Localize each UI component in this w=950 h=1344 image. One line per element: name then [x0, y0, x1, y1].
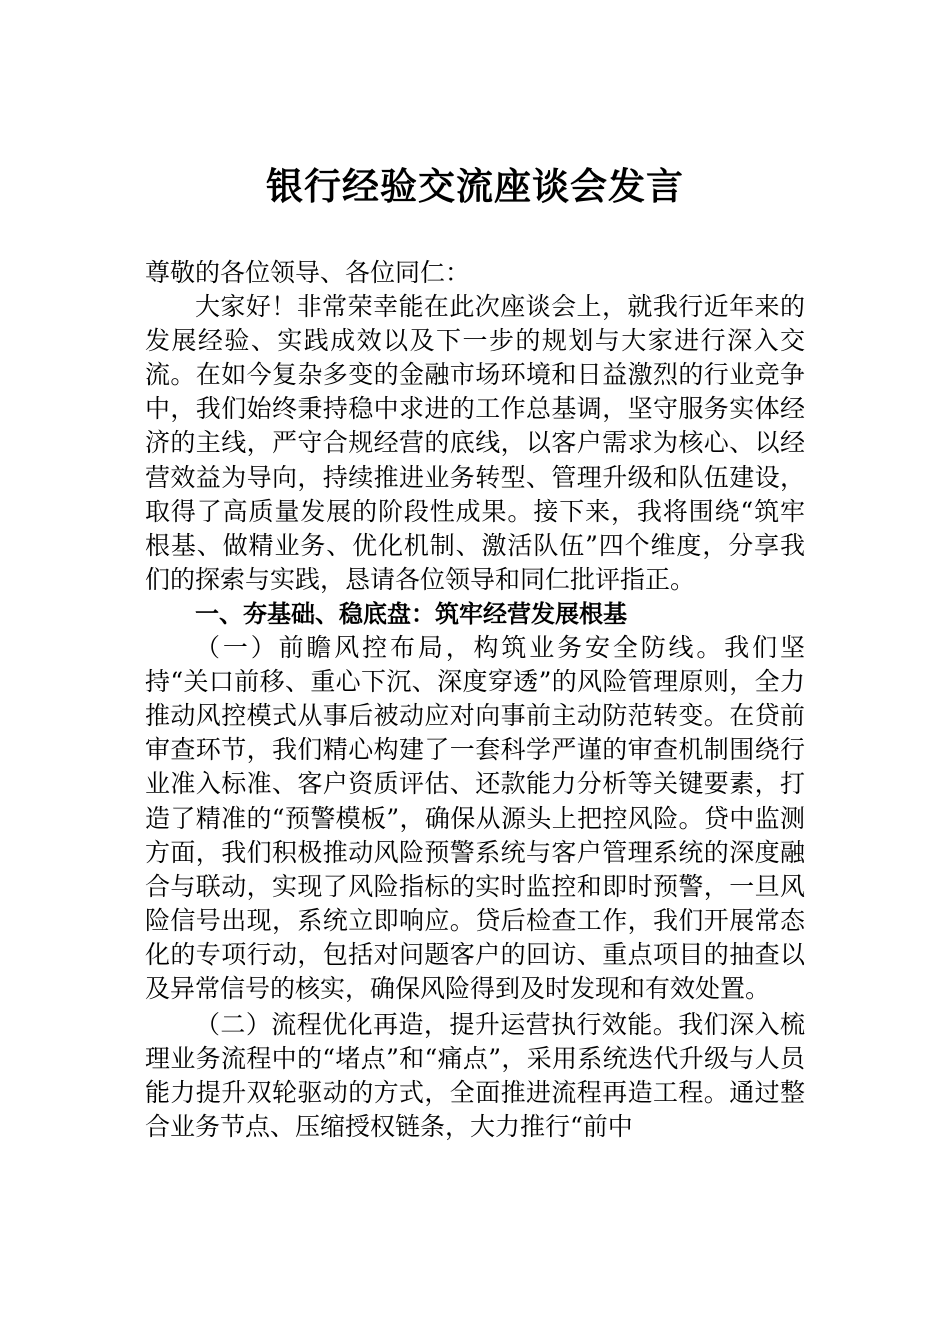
subsection-2-paragraph [145, 1008, 805, 1144]
section-heading-1: 一、夯基础、稳底盘：筑牢经营发展根基 [195, 599, 627, 628]
subsection-1-text: 我们坚持“关口前移、重心下沉、深度穿透”的风险管理原则，全力推动风控模式从事后被动应对向事前主动防范转变。在贷前审查环节，我们精心构建了一套科学严谨的审查机制围绕行业准入标准、客户资质评估、还款能力分析等关键要素，打造了精准的“预警模板”，确保从源头上把控风险。贷中监测方面，我们积极推动风险预警系统与客户管理系统的深度融合与联动，实现了风险指标的实时监控和即时预警，一旦风险信号出现，系统立即响应。贷后检查工作，我们开展常态化的专项行动，包括对问题客户的回访、重点项目的抽查以及异常信号的核实，确保风险得到及时发现和有效处置。 [145, 633, 805, 1003]
subsection-2-text: 我们深入梳理业务流程中的“堵点”和“痛点”，采用系统迭代升级与人员能力提升双轮驱动的方式，全面推进流程再造工程。通过整合业务节点、压缩授权链条，大力推行“前中 [145, 1010, 805, 1142]
document-title: 银行经验交流座谈会发言 [266, 164, 684, 208]
subsection-1-lead: （一）前瞻风控布局，构筑业务安全防线。 [195, 633, 725, 663]
subsection-2-lead: （二）流程优化再造，提升运营执行效能。 [195, 1010, 679, 1040]
document-body [145, 256, 805, 1144]
intro-paragraph: 大家好！非常荣幸能在此次座谈会上，就我行近年来的发展经验、实践成效以及下一步的规划与大家进行深入交流。在如今复杂多变的金融市场环境和日益激烈的行业竞争中，我们始终秉持稳中求进的工作总基调，坚守服务实体经济的主线，严守合规经营的底线，以客户需求为核心、以经营效益为导向，持续推进业务转型、管理升级和队伍建设，取得了高质量发展的阶段性成果。接下来，我将围绕“筑牢根基、做精业务、优化机制、激活队伍”四个维度，分享我们的探索与实践，恳请各位领导和同仁批评指正。 [145, 292, 805, 594]
salutation: 尊敬的各位领导、各位同仁： [145, 258, 471, 287]
subsection-1-paragraph [145, 631, 805, 1006]
